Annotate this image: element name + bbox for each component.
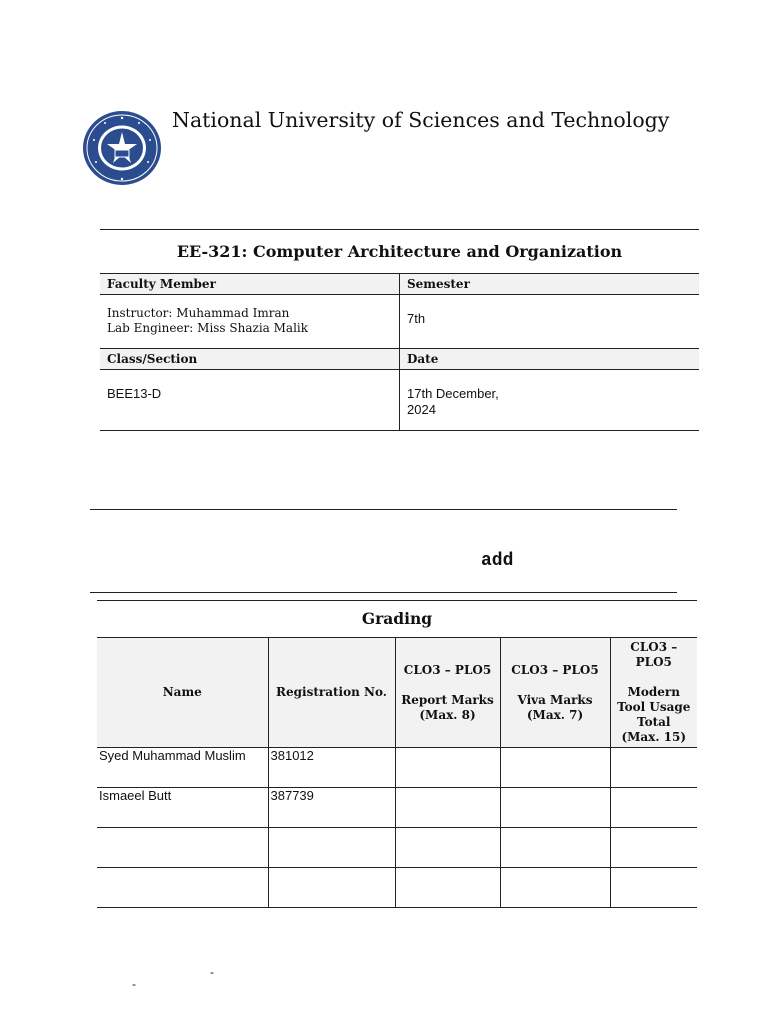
course-info-block bbox=[100, 229, 699, 431]
col-name: Name bbox=[97, 638, 268, 748]
col-modern-tool-usage: CLO3 – PLO5 Modern Tool Usage Total (Max. 15) bbox=[610, 638, 697, 748]
student-name bbox=[97, 868, 268, 908]
footer-dash-b: - bbox=[210, 965, 214, 979]
faculty-label: Faculty Member bbox=[100, 274, 400, 295]
viva-marks-cell bbox=[500, 828, 610, 868]
student-name: Ismaeel Butt bbox=[97, 788, 268, 828]
nust-logo-seal bbox=[82, 110, 162, 186]
university-name: National University of Sciences and Technology bbox=[172, 108, 670, 132]
class-section-value: BEE13-D bbox=[107, 386, 162, 401]
class-section-label: Class/Section bbox=[100, 349, 400, 370]
col-registration: Registration No. bbox=[268, 638, 395, 748]
student-name: Syed Muhammad Muslim bbox=[97, 748, 268, 788]
col-report-marks: CLO3 – PLO5 Report Marks (Max. 8) bbox=[395, 638, 500, 748]
student-reg bbox=[268, 868, 395, 908]
date-line-2: 2024 bbox=[407, 402, 436, 417]
course-title: EE-321: Computer Architecture and Organization bbox=[176, 242, 623, 261]
tool-usage-cell bbox=[610, 828, 697, 868]
table-row bbox=[97, 748, 697, 788]
student-reg: 387739 bbox=[268, 788, 395, 828]
info-header-row-2 bbox=[100, 349, 699, 370]
semester-value: 7th bbox=[407, 311, 426, 326]
table-row bbox=[97, 788, 697, 828]
lab-title: add bbox=[481, 551, 514, 571]
info-value-row bbox=[100, 295, 699, 349]
info-value-row-2 bbox=[100, 370, 699, 431]
tool-usage-cell bbox=[610, 868, 697, 908]
divider-bottom bbox=[90, 592, 677, 593]
lab-engineer-name: Lab Engineer: Miss Shazia Malik bbox=[107, 321, 309, 335]
faculty-cell bbox=[100, 295, 400, 349]
grading-block bbox=[97, 600, 697, 908]
tool-usage-cell bbox=[610, 788, 697, 828]
table-row bbox=[97, 868, 697, 908]
grading-title: Grading bbox=[361, 609, 433, 628]
viva-marks-cell bbox=[500, 868, 610, 908]
divider-top bbox=[90, 509, 677, 510]
grading-table bbox=[97, 637, 697, 908]
tool-usage-cell bbox=[610, 748, 697, 788]
report-marks-cell bbox=[395, 868, 500, 908]
footer-dash-a: - bbox=[132, 977, 136, 991]
viva-marks-cell bbox=[500, 788, 610, 828]
student-name bbox=[97, 828, 268, 868]
report-marks-cell bbox=[395, 788, 500, 828]
report-marks-cell bbox=[395, 748, 500, 788]
info-header-row bbox=[100, 274, 699, 295]
course-info-table bbox=[100, 273, 699, 431]
class-section-cell bbox=[100, 370, 400, 431]
semester-label: Semester bbox=[400, 274, 700, 295]
date-cell bbox=[400, 370, 700, 431]
viva-marks-cell bbox=[500, 748, 610, 788]
student-reg: 381012 bbox=[268, 748, 395, 788]
semester-cell bbox=[400, 295, 700, 349]
student-reg bbox=[268, 828, 395, 868]
date-label: Date bbox=[400, 349, 700, 370]
col-viva-marks: CLO3 – PLO5 Viva Marks (Max. 7) bbox=[500, 638, 610, 748]
table-row bbox=[97, 828, 697, 868]
report-marks-cell bbox=[395, 828, 500, 868]
date-line-1: 17th December, bbox=[407, 386, 499, 401]
grading-header-row bbox=[97, 638, 697, 748]
instructor-name: Instructor: Muhammad Imran bbox=[107, 306, 290, 320]
